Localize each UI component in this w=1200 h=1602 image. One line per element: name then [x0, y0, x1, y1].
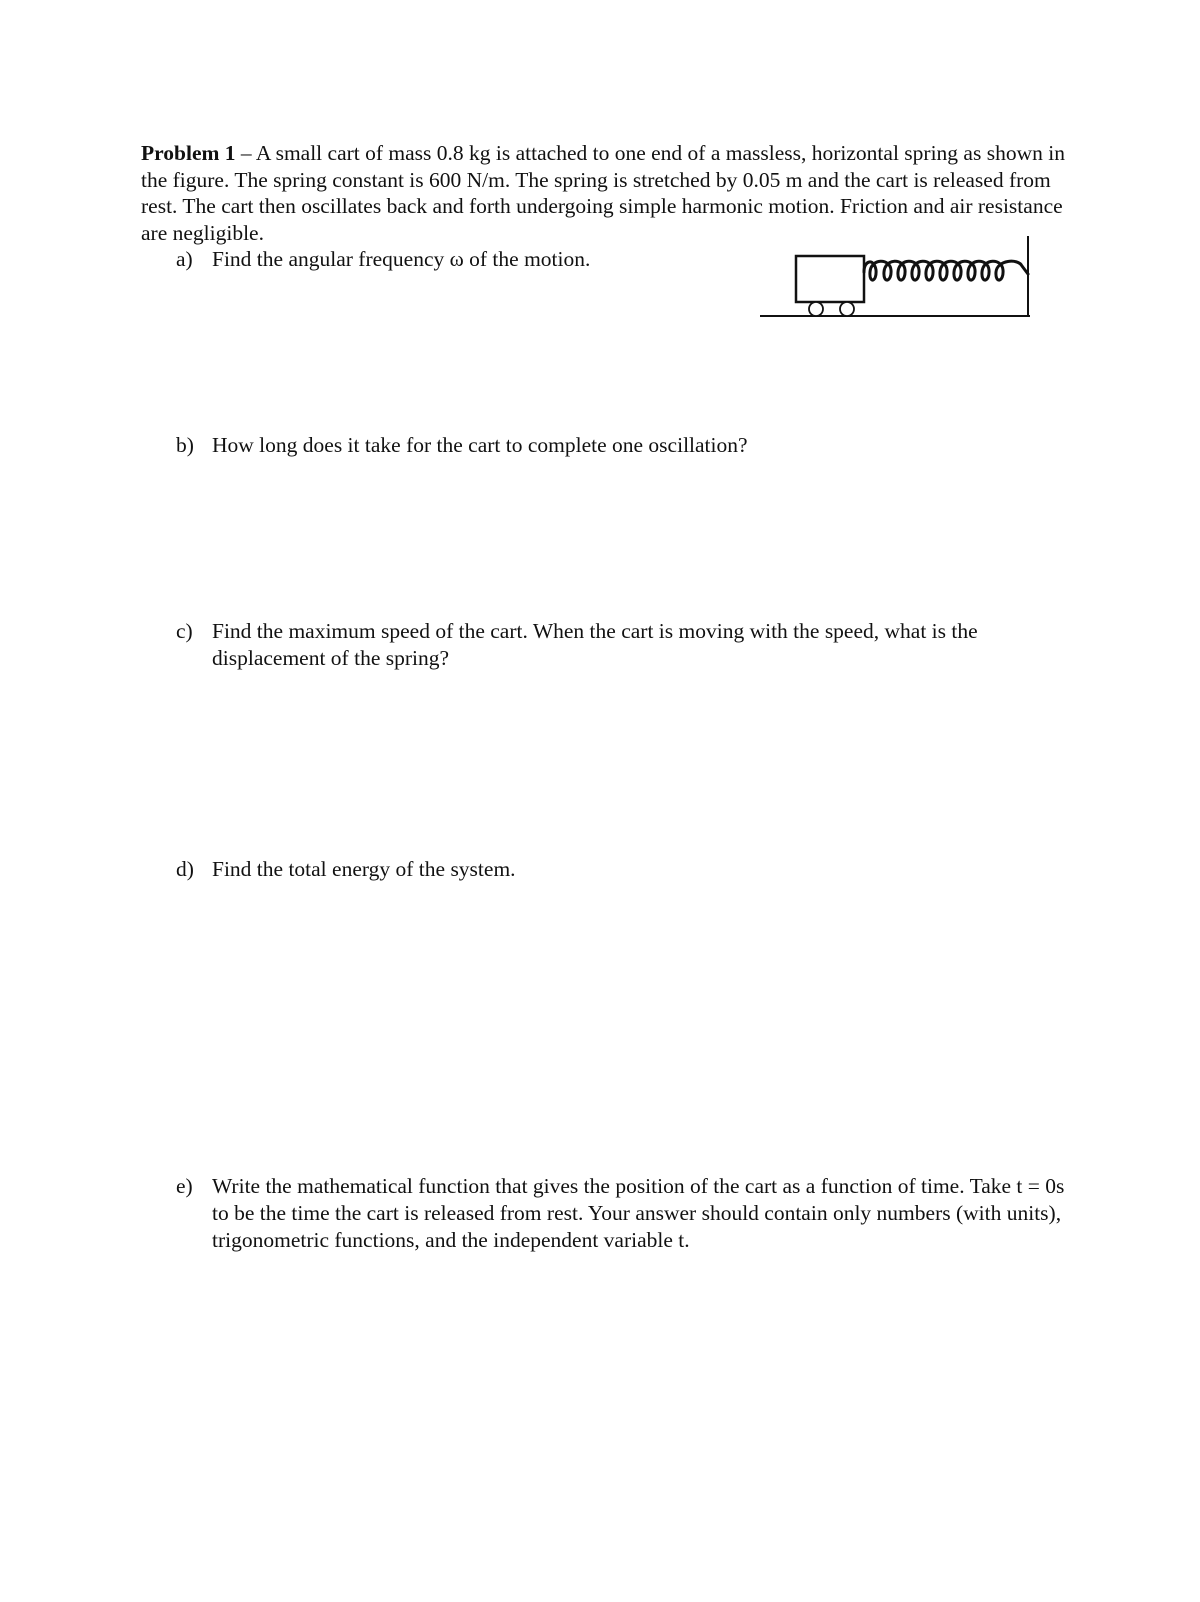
part-letter: d)	[176, 857, 194, 881]
part-letter: c)	[176, 619, 193, 643]
problem-text: – A small cart of mass 0.8 kg is attached to one end of a massless, horizontal spring as shown in the figure. The spring constant is 600 N/m. The spring is stretched by 0.05 m and the cart is released from rest. The cart then oscillates back and forth undergoing simple harmonic motion. Friction and air resistance are negligible.	[141, 141, 1065, 245]
part-letter: b)	[176, 433, 194, 457]
part-question: Find the maximum speed of the cart. When the cart is moving with the speed, what is the displacement of the spring?	[212, 619, 978, 670]
problem-statement	[141, 140, 1081, 246]
cart-spring-figure	[760, 236, 1060, 326]
part-question: Write the mathematical function that gives the position of the cart as a function of time. Take t = 0s to be the time the cart is released from rest. Your answer should contain only numbers (with units), trigonometric functions, and the independent variable t.	[212, 1174, 1065, 1252]
cart-body	[796, 256, 864, 302]
part-question: Find the angular frequency ω of the motion.	[212, 247, 591, 271]
spring-coil	[864, 261, 1028, 280]
part-question: How long does it take for the cart to complete one oscillation?	[212, 433, 748, 457]
problem-title: Problem 1	[141, 141, 236, 165]
part-letter: a)	[176, 247, 193, 271]
part-question: Find the total energy of the system.	[212, 857, 516, 881]
part-letter: e)	[176, 1174, 193, 1198]
cart-wheel-right	[840, 302, 854, 316]
cart-wheel-left	[809, 302, 823, 316]
cart-spring-diagram	[760, 236, 1060, 326]
